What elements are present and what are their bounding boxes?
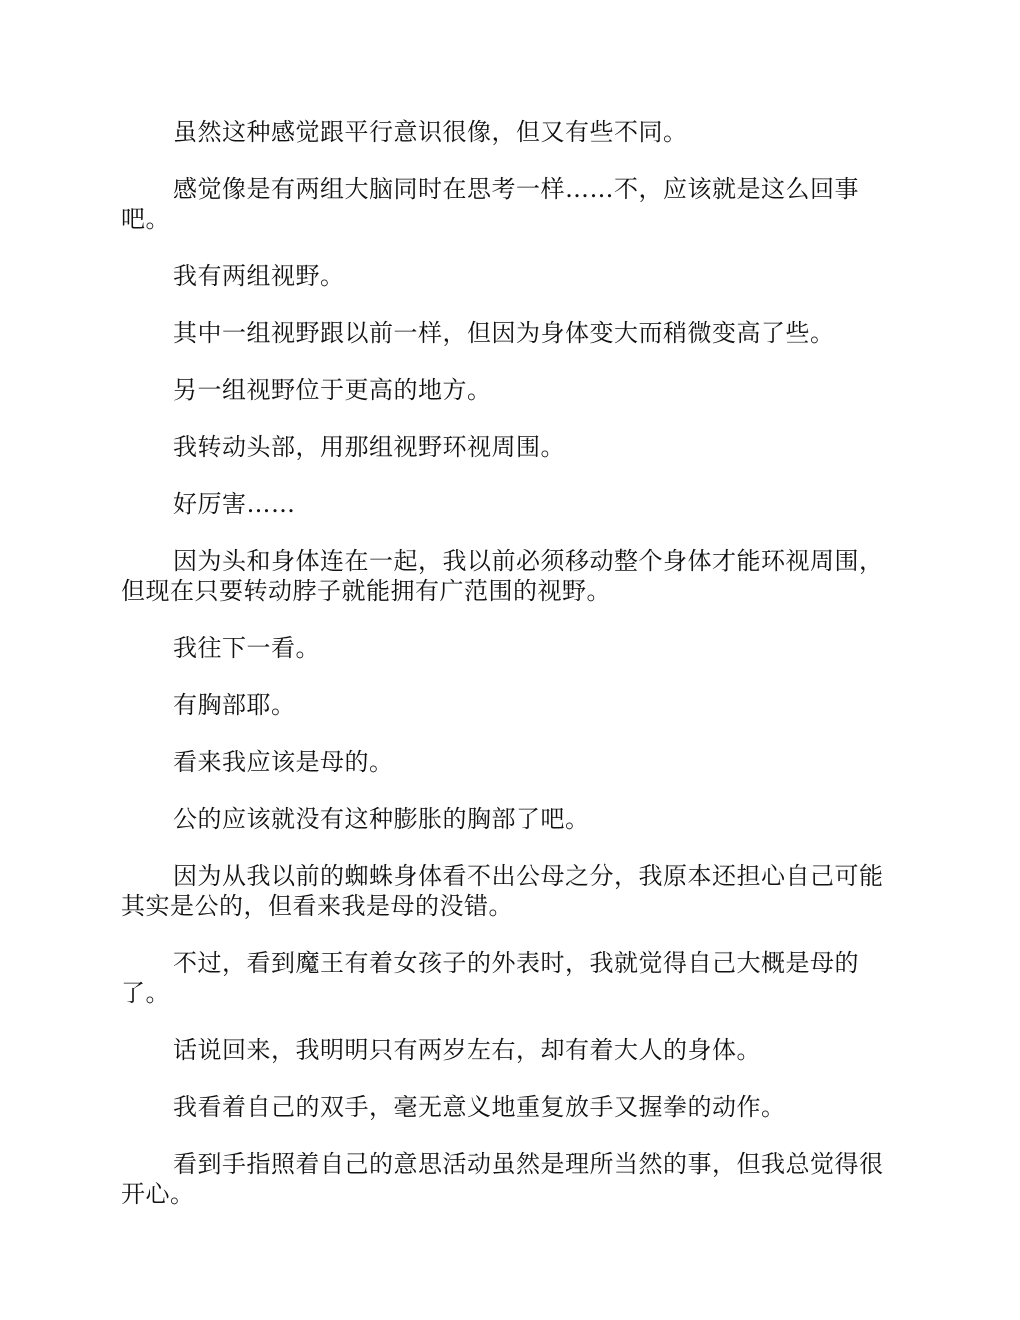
paragraph: 公的应该就没有这种膨胀的胸部了吧。 — [173, 805, 590, 833]
text-body — [121, 117, 901, 1236]
paragraph: 因为从我以前的蜘蛛身体看不出公母之分，我原本还担心自己可能其实是公的，但看来我是母的没错。 — [121, 862, 884, 920]
paragraph: 看到手指照着自己的意思活动虽然是理所当然的事，但我总觉得很开心。 — [121, 1150, 884, 1208]
paragraph: 感觉像是有两组大脑同时在思考一样……不，应该就是这么回事吧。 — [121, 175, 859, 233]
paragraph: 看来我应该是母的。 — [173, 748, 394, 776]
paragraph: 话说回来，我明明只有两岁左右，却有着大人的身体。 — [173, 1036, 761, 1064]
paragraph: 另一组视野位于更高的地方。 — [173, 376, 492, 404]
paragraph: 我转动头部，用那组视野环视周围。 — [173, 433, 565, 461]
paragraph: 不过，看到魔王有着女孩子的外表时，我就觉得自己大概是母的了。 — [121, 949, 859, 1007]
paragraph: 其中一组视野跟以前一样，但因为身体变大而稍微变高了些。 — [173, 319, 835, 347]
paragraph: 虽然这种感觉跟平行意识很像，但又有些不同。 — [173, 118, 688, 146]
paragraph: 好厉害…… — [173, 490, 296, 518]
paragraph: 因为头和身体连在一起，我以前必须移动整个身体才能环视周围，但现在只要转动脖子就能拥有广范围的视野。 — [121, 547, 884, 605]
paragraph: 我往下一看。 — [173, 634, 320, 662]
paragraph: 我看着自己的双手，毫无意义地重复放手又握拳的动作。 — [173, 1093, 786, 1121]
paragraph: 有胸部耶。 — [173, 691, 296, 719]
paragraph: 我有两组视野。 — [173, 262, 345, 290]
